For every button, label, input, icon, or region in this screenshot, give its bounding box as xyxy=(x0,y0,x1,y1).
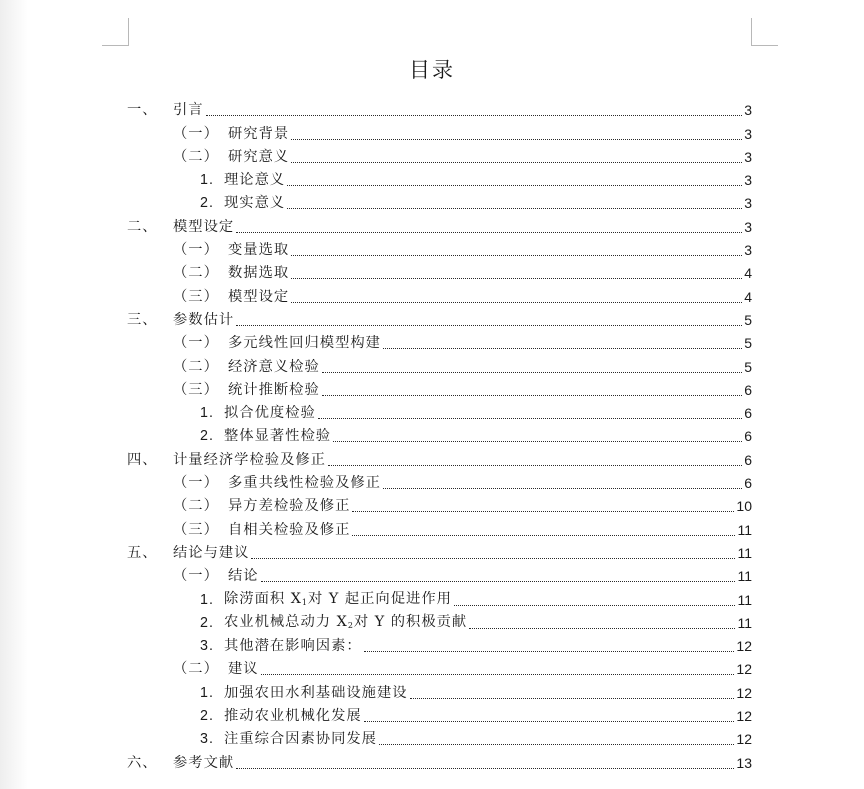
toc-entry[interactable] xyxy=(127,143,752,166)
dot-leader xyxy=(206,115,742,116)
toc-entry-title: 参数估计 xyxy=(173,311,235,328)
toc-entry-page-number: 4 xyxy=(744,265,752,282)
dot-leader xyxy=(322,395,742,396)
toc-entry-number: 2. xyxy=(200,614,214,631)
toc-entry-page-number: 11 xyxy=(737,591,752,608)
toc-entry-page-number: 3 xyxy=(744,218,752,235)
toc-entry-page-number: 12 xyxy=(736,638,752,655)
toc-entry[interactable] xyxy=(127,329,752,352)
toc-entry-title: 异方差检验及修正 xyxy=(228,498,351,515)
toc-entry-number: （二） xyxy=(173,265,219,282)
dot-leader xyxy=(469,628,735,629)
toc-entry-page-number: 12 xyxy=(736,684,752,701)
toc-entry[interactable] xyxy=(127,725,752,748)
toc-entry-number: （二） xyxy=(173,661,219,678)
toc-entry-page-number: 11 xyxy=(737,544,752,561)
toc-entry[interactable] xyxy=(127,539,752,562)
table-of-contents xyxy=(127,96,752,772)
toc-entry[interactable] xyxy=(127,282,752,305)
dot-leader xyxy=(318,418,742,419)
toc-entry-page-number: 11 xyxy=(737,521,752,538)
toc-entry-number: （一） xyxy=(173,568,219,585)
toc-entry-page-number: 5 xyxy=(744,311,752,328)
toc-entry-title: 多元线性回归模型构建 xyxy=(228,335,381,352)
dot-leader xyxy=(251,558,735,559)
toc-entry-title: 结论 xyxy=(228,568,259,585)
toc-entry-number: 2. xyxy=(200,708,214,725)
dot-leader xyxy=(236,325,742,326)
toc-entry-title: 变量选取 xyxy=(228,242,290,259)
toc-entry-number: （二） xyxy=(173,358,219,375)
dot-leader xyxy=(352,535,735,536)
toc-entry-page-number: 12 xyxy=(736,731,752,748)
toc-entry-title: 自相关检验及修正 xyxy=(228,521,351,538)
toc-entry[interactable] xyxy=(127,632,752,655)
toc-entry-title: 其他潜在影响因素： xyxy=(224,638,362,655)
toc-entry-title: 经济意义检验 xyxy=(228,358,320,375)
dot-leader xyxy=(454,605,736,606)
toc-entry[interactable] xyxy=(127,445,752,468)
toc-entry-page-number: 3 xyxy=(744,148,752,165)
toc-entry-number: （一） xyxy=(173,335,219,352)
toc-entry-title-part: 除涝面积 X xyxy=(224,590,302,607)
toc-entry-title: 模型设定 xyxy=(228,288,290,305)
toc-entry-title: 数据选取 xyxy=(228,265,290,282)
toc-entry-title xyxy=(224,591,452,609)
toc-entry-number: 五、 xyxy=(127,544,158,561)
crop-mark-top-left xyxy=(102,18,129,46)
dot-leader xyxy=(236,232,742,233)
toc-entry-number: 六、 xyxy=(127,754,158,771)
toc-entry-page-number: 5 xyxy=(744,358,752,375)
toc-entry-page-number: 3 xyxy=(744,195,752,212)
toc-entry-title: 现实意义 xyxy=(224,195,286,212)
toc-entry-title: 推动农业机械化发展 xyxy=(224,708,362,725)
dot-leader xyxy=(261,581,736,582)
dot-leader xyxy=(322,372,742,373)
toc-entry-number: （二） xyxy=(173,498,219,515)
crop-mark-top-right xyxy=(751,18,778,46)
toc-entry-page-number: 6 xyxy=(744,475,752,492)
toc-entry[interactable] xyxy=(127,376,752,399)
toc-entry[interactable] xyxy=(127,166,752,189)
toc-entry-page-number: 6 xyxy=(744,381,752,398)
dot-leader xyxy=(364,721,735,722)
toc-entry-page-number: 3 xyxy=(744,102,752,119)
toc-entry[interactable] xyxy=(127,259,752,282)
toc-entry-number: （一） xyxy=(173,475,219,492)
dot-leader xyxy=(236,768,734,769)
toc-entry[interactable] xyxy=(127,655,752,678)
toc-entry-page-number: 11 xyxy=(737,568,752,585)
toc-entry-page-number: 3 xyxy=(744,172,752,189)
toc-entry-number: 2. xyxy=(200,195,214,212)
toc-entry[interactable] xyxy=(127,189,752,212)
toc-entry-number: 四、 xyxy=(127,451,158,468)
toc-entry[interactable] xyxy=(127,352,752,375)
toc-entry[interactable] xyxy=(127,702,752,725)
toc-entry-number: 一、 xyxy=(127,102,158,119)
toc-entry-title: 结论与建议 xyxy=(173,544,250,561)
toc-entry-title: 统计推断检验 xyxy=(228,381,320,398)
toc-entry-number: （三） xyxy=(173,521,219,538)
toc-entry-page-number: 12 xyxy=(736,661,752,678)
toc-entry-title-part: 对 Y 的积极贡献 xyxy=(353,613,468,630)
toc-entry-title: 建议 xyxy=(228,661,259,678)
subscript: 1 xyxy=(301,597,309,607)
toc-entry-number: （二） xyxy=(173,148,219,165)
toc-entry-page-number: 6 xyxy=(744,428,752,445)
toc-entry-page-number: 5 xyxy=(744,335,752,352)
dot-leader xyxy=(291,278,742,279)
subscript: 2 xyxy=(347,620,354,630)
toc-entry-number: 1. xyxy=(200,172,214,189)
toc-entry-number: 1. xyxy=(200,684,214,701)
dot-leader xyxy=(364,651,735,652)
dot-leader xyxy=(291,255,742,256)
toc-entry-title: 计量经济学检验及修正 xyxy=(173,451,326,468)
toc-entry-title xyxy=(224,614,467,632)
toc-entry-page-number: 3 xyxy=(744,242,752,259)
toc-entry-page-number: 6 xyxy=(744,405,752,422)
toc-entry[interactable] xyxy=(127,609,752,632)
toc-entry-number: （三） xyxy=(173,381,219,398)
dot-leader xyxy=(328,465,742,466)
toc-entry-number: （一） xyxy=(173,242,219,259)
toc-entry[interactable] xyxy=(127,469,752,492)
toc-entry[interactable] xyxy=(127,422,752,445)
toc-entry-page-number: 13 xyxy=(736,754,752,771)
toc-entry[interactable] xyxy=(127,212,752,235)
toc-entry-title: 模型设定 xyxy=(173,218,235,235)
toc-entry-title: 整体显著性检验 xyxy=(224,428,332,445)
dot-leader xyxy=(291,162,742,163)
toc-entry-number: 2. xyxy=(200,428,214,445)
toc-entry[interactable] xyxy=(127,399,752,422)
toc-entry-number: 3. xyxy=(200,731,214,748)
toc-entry-title: 研究意义 xyxy=(228,148,290,165)
toc-entry-title: 参考文献 xyxy=(173,754,235,771)
toc-entry-title-part: 对 Y 起正向促进作用 xyxy=(308,590,452,607)
toc-entry-page-number: 11 xyxy=(737,614,752,631)
toc-entry-number: 1. xyxy=(200,591,214,608)
toc-entry-title: 多重共线性检验及修正 xyxy=(228,475,381,492)
dot-leader xyxy=(379,744,734,745)
toc-entry-page-number: 4 xyxy=(744,288,752,305)
toc-entry-page-number: 6 xyxy=(744,451,752,468)
dot-leader xyxy=(352,511,734,512)
toc-entry[interactable] xyxy=(127,678,752,701)
toc-entry[interactable] xyxy=(127,492,752,515)
toc-entry-number: 3. xyxy=(200,638,214,655)
toc-entry[interactable] xyxy=(127,306,752,329)
toc-entry[interactable] xyxy=(127,585,752,608)
toc-entry-title: 注重综合因素协同发展 xyxy=(224,731,377,748)
toc-entry-number: 1. xyxy=(200,405,214,422)
toc-entry-number: （三） xyxy=(173,288,219,305)
toc-entry-page-number: 3 xyxy=(744,125,752,142)
toc-entry[interactable] xyxy=(127,748,752,771)
toc-entry-title: 引言 xyxy=(173,102,204,119)
toc-title: 目录 xyxy=(409,58,455,82)
toc-entry[interactable] xyxy=(127,515,752,538)
toc-entry-title: 拟合优度检验 xyxy=(224,405,316,422)
toc-entry[interactable] xyxy=(127,96,752,119)
page-edge-shadow xyxy=(0,0,28,789)
toc-entry-number: 二、 xyxy=(127,218,158,235)
toc-entry[interactable] xyxy=(127,119,752,142)
dot-leader xyxy=(333,441,742,442)
dot-leader xyxy=(410,698,735,699)
toc-entry-number: 三、 xyxy=(127,311,158,328)
dot-leader xyxy=(383,488,742,489)
toc-entry-title: 研究背景 xyxy=(228,125,290,142)
dot-leader xyxy=(261,674,735,675)
toc-entry-number: （一） xyxy=(173,125,219,142)
dot-leader xyxy=(287,208,742,209)
toc-entry-page-number: 10 xyxy=(736,498,752,515)
toc-entry-title: 加强农田水利基础设施建设 xyxy=(224,684,408,701)
toc-entry[interactable] xyxy=(127,236,752,259)
toc-entry[interactable] xyxy=(127,562,752,585)
dot-leader xyxy=(291,302,742,303)
dot-leader xyxy=(287,185,742,186)
toc-entry-page-number: 12 xyxy=(736,708,752,725)
toc-entry-title: 理论意义 xyxy=(224,172,286,189)
dot-leader xyxy=(383,348,742,349)
dot-leader xyxy=(291,139,742,140)
toc-entry-title-part: 农业机械总动力 X xyxy=(224,613,348,630)
